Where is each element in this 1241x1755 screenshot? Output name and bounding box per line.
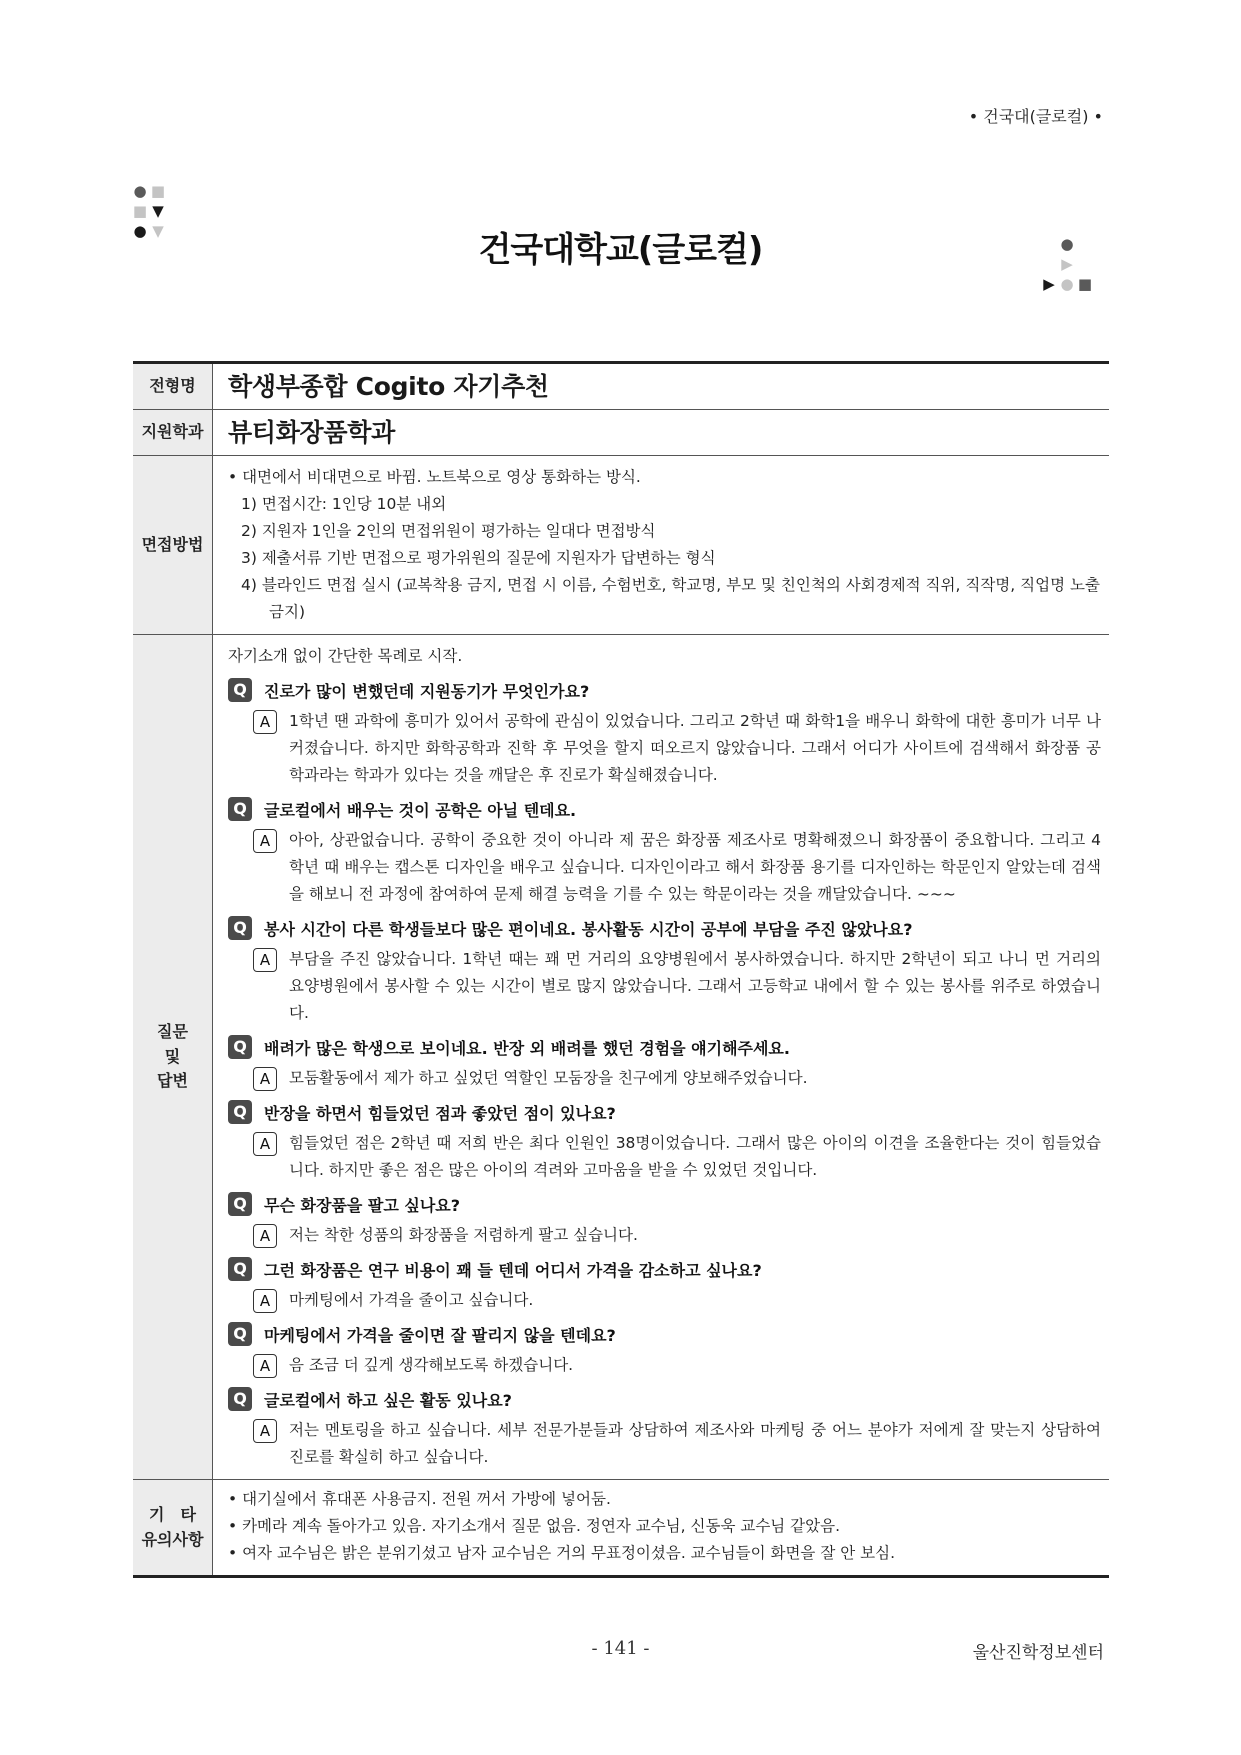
department-label: 지원학과 <box>133 410 213 456</box>
answer-text: 힘들었던 점은 2학년 때 저희 반은 최다 인원인 38명이었습니다. 그래서 많은 아이의 이견을 조율한다는 것이 힘들었습니다. 하지만 좋은 점은 많은 아이의 격려와 고마움을 받을 수 있었던 것입니다. <box>289 1134 1101 1179</box>
question-badge: Q <box>228 916 252 940</box>
circle-icon: ● <box>133 182 147 200</box>
answer-row <box>228 1065 1101 1092</box>
interview-intro: • 대면에서 비대면으로 바뀜. 노트북으로 영상 통화하는 방식. <box>228 468 641 486</box>
question-text: 배려가 많은 학생으로 보이네요. 반장 외 배려를 했던 경험을 얘기해주세요. <box>264 1038 790 1058</box>
triangle-down-icon: ▼ <box>152 222 164 240</box>
answer-text: 저는 착한 성품의 화장품을 저렴하게 팔고 싶습니다. <box>289 1226 638 1244</box>
interview-item: 4) 블라인드 면접 실시 (교복착용 금지, 면접 시 이름, 수험번호, 학교명, 부모 및 친인척의 사회경제적 직위, 직작명, 직업명 노출 금지) <box>241 576 1100 621</box>
question-row <box>228 1383 1101 1415</box>
answer-row <box>228 1417 1101 1471</box>
circle-icon: ● <box>133 222 147 240</box>
question-badge: Q <box>228 1257 252 1281</box>
answer-text: 음 조금 더 깊게 생각해보도록 하겠습니다. <box>289 1356 574 1374</box>
answer-row <box>228 1352 1101 1379</box>
footer-organization: 울산진학정보센터 <box>972 1643 1104 1663</box>
question-row <box>228 1318 1101 1350</box>
circle-icon: ● <box>1060 235 1074 253</box>
qa-intro: 자기소개 없이 간단한 목례로 시작. <box>228 647 463 665</box>
etc-item: • 대기실에서 휴대폰 사용금지. 전원 꺼서 가방에 넣어둠. <box>228 1490 611 1508</box>
row-etc <box>133 1480 1109 1577</box>
answer-badge: A <box>253 1132 277 1156</box>
question-row <box>228 793 1101 825</box>
question-text: 글로컬에서 배우는 것이 공학은 아닐 텐데요. <box>264 800 577 820</box>
triangle-down-icon: ▼ <box>152 202 164 220</box>
answer-text: 부담을 주진 않았습니다. 1학년 때는 꽤 먼 거리의 요양병원에서 봉사하였습니다. 하지만 2학년이 되고 나니 먼 거리의 요양병원에서 봉사할 수 있는 시간이 별로 많지 않았습니다. 그래서 고등학교 내에서 할 수 있는 봉사를 위주로 하였습니다. <box>289 950 1101 1022</box>
question-badge: Q <box>228 1100 252 1124</box>
answer-badge: A <box>253 1067 277 1091</box>
question-text: 그런 화장품은 연구 비용이 꽤 들 텐데 어디서 가격을 감소하고 싶나요? <box>264 1260 762 1280</box>
interview-item: 2) 지원자 1인을 2인의 면접위원이 평가하는 일대다 면접방식 <box>241 522 656 540</box>
question-text: 마케팅에서 가격을 줄이면 잘 팔리지 않을 텐데요? <box>264 1325 616 1345</box>
page-number: - 141 - <box>591 1638 650 1659</box>
question-row <box>228 912 1101 944</box>
running-header: • 건국대(글로컬) • <box>968 107 1103 126</box>
row-interview-method <box>133 456 1109 635</box>
row-department <box>133 410 1109 456</box>
row-admission <box>133 363 1109 410</box>
interview-item: 1) 면접시간: 1인당 10분 내외 <box>241 495 447 513</box>
decoration-right <box>1040 237 1094 292</box>
answer-badge: A <box>253 1224 277 1248</box>
answer-row <box>228 1287 1101 1314</box>
answer-badge: A <box>253 948 277 972</box>
interview-table <box>133 361 1109 1578</box>
question-row <box>228 1031 1101 1063</box>
question-text: 진로가 많이 변했던데 지원동기가 무엇인가요? <box>264 681 590 701</box>
question-row <box>228 1253 1101 1285</box>
square-icon: ■ <box>150 182 166 200</box>
etc-label: 기 타 유의사항 <box>133 1480 213 1577</box>
question-badge: Q <box>228 1322 252 1346</box>
triangle-right-icon: ▶ <box>1061 255 1073 273</box>
answer-row <box>228 827 1101 908</box>
answer-badge: A <box>253 1419 277 1443</box>
admission-label: 전형명 <box>133 363 213 410</box>
page-title: 건국대학교(글로컬) <box>478 230 763 270</box>
square-icon: ■ <box>1077 275 1093 293</box>
answer-text: 아아, 상관없습니다. 공학이 중요한 것이 아니라 제 꿈은 화장품 제조사로 명확해졌으니 화장품이 중요합니다. 그리고 4학년 때 배우는 캡스톤 디자인을 배우고 싶습니다. 디자인이라고 해서 화장품 용기를 디자인하는 학문인지 알았는데 검색을 해보니 전 과정에 참여하여 문제 해결 능력을 기를 수 있는 학문이라는 것을 깨달았습니다. ~~~ <box>289 831 1101 903</box>
answer-text: 저는 멘토링을 하고 싶습니다. 세부 전문가분들과 상담하여 제조사와 마케팅 중 어느 분야가 저에게 잘 맞는지 상담하여 진로를 확실히 하고 싶습니다. <box>289 1421 1101 1466</box>
department-value: 뷰티화장품학과 <box>228 418 395 447</box>
question-badge: Q <box>228 797 252 821</box>
square-icon: ■ <box>132 202 148 220</box>
question-row <box>228 1188 1101 1220</box>
answer-row <box>228 1222 1101 1249</box>
answer-text: 마케팅에서 가격을 줄이고 싶습니다. <box>289 1291 534 1309</box>
row-qa <box>133 635 1109 1480</box>
answer-row <box>228 708 1101 789</box>
triangle-right-icon: ▶ <box>1043 275 1055 293</box>
etc-item: • 여자 교수님은 밝은 분위기셨고 남자 교수님은 거의 무표정이셨음. 교수님들이 화면을 잘 안 보심. <box>228 1544 895 1562</box>
question-badge: Q <box>228 1192 252 1216</box>
interview-method-label: 면접방법 <box>133 456 213 635</box>
answer-text: 1학년 땐 과학에 흥미가 있어서 공학에 관심이 있었습니다. 그리고 2학년 때 화학1을 배우니 화학에 대한 흥미가 너무 나 커졌습니다. 하지만 화학공학과 진학 후 무엇을 할지 떠오르지 않았습니다. 그래서 어디가 사이트에 검색해서 화장품 공학과라는 학과가 있다는 것을 깨달은 후 진로가 확실해졌습니다. <box>289 712 1101 784</box>
admission-value: 학생부종합 Cogito 자기추천 <box>228 372 549 401</box>
answer-text: 모둠활동에서 제가 하고 싶었던 역할인 모둠장을 친구에게 양보해주었습니다. <box>289 1069 808 1087</box>
question-text: 글로컬에서 하고 싶은 활동 있나요? <box>264 1390 512 1410</box>
circle-icon: ● <box>1060 275 1074 293</box>
question-badge: Q <box>228 1387 252 1411</box>
question-text: 무슨 화장품을 팔고 싶나요? <box>264 1195 461 1215</box>
etc-item: • 카메라 계속 돌아가고 있음. 자기소개서 질문 없음. 정연자 교수님, 신동욱 교수님 같았음. <box>228 1517 841 1535</box>
question-badge: Q <box>228 678 252 702</box>
answer-badge: A <box>253 1289 277 1313</box>
answer-badge: A <box>253 1354 277 1378</box>
question-badge: Q <box>228 1035 252 1059</box>
answer-row <box>228 1130 1101 1184</box>
question-row <box>228 1096 1101 1128</box>
answer-row <box>228 946 1101 1027</box>
interview-item: 3) 제출서류 기반 면접으로 평가위원의 질문에 지원자가 답변하는 형식 <box>241 549 716 567</box>
answer-badge: A <box>253 829 277 853</box>
question-row <box>228 674 1101 706</box>
answer-badge: A <box>253 710 277 734</box>
qa-label: 질문 및 답변 <box>133 635 213 1480</box>
qa-list <box>228 674 1101 1471</box>
question-text: 반장을 하면서 힘들었던 점과 좋았던 점이 있나요? <box>264 1103 616 1123</box>
question-text: 봉사 시간이 다른 학생들보다 많은 편이네요. 봉사활동 시간이 공부에 부담을 주진 않았나요? <box>264 919 913 939</box>
